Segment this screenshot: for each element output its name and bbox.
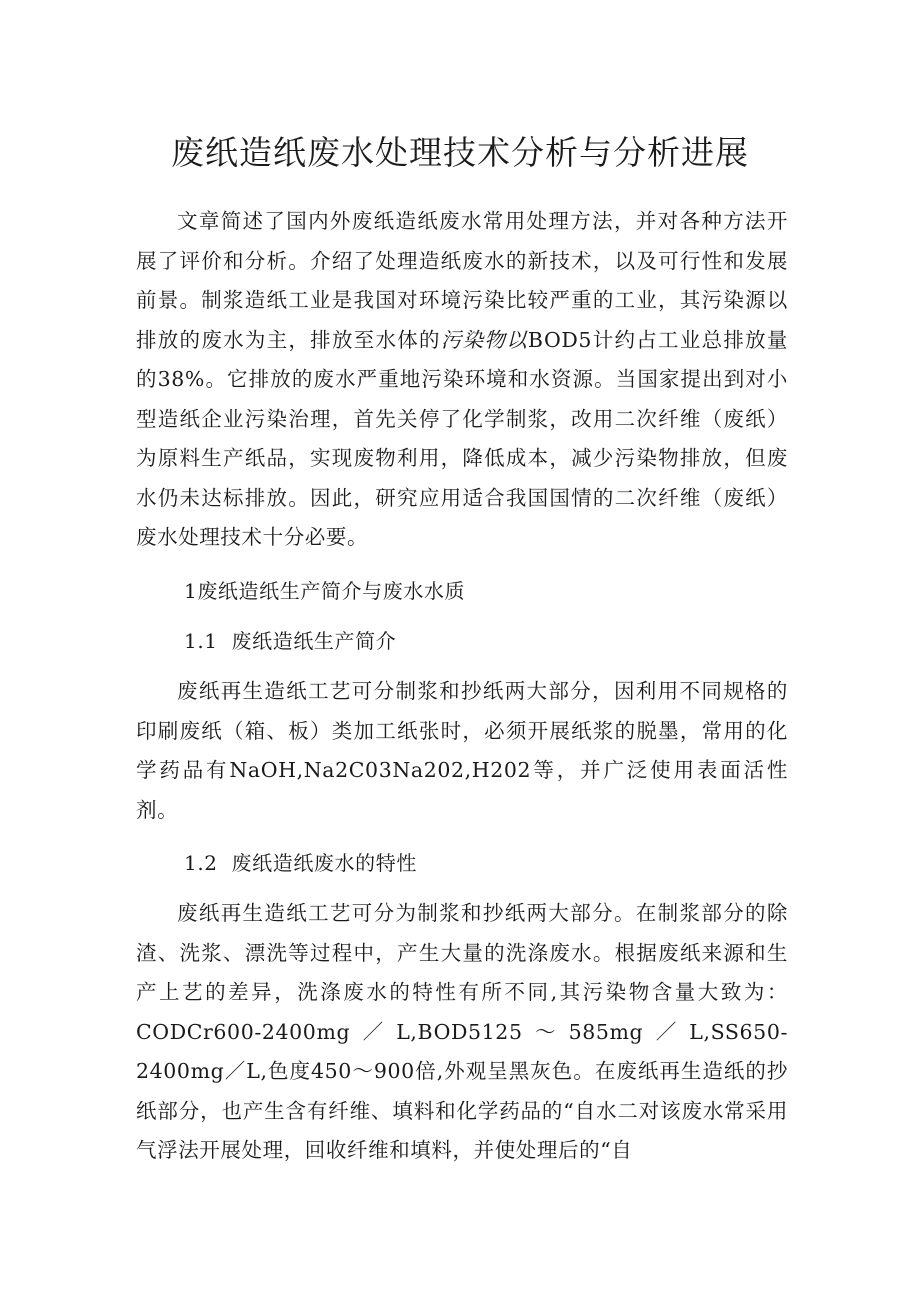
intro-paragraph [136, 202, 788, 558]
section-1-2-paragraph: 废纸再生造纸工艺可分为制浆和抄纸两大部分。在制浆部分的除渣、洗浆、漂洗等过程中，产生大量的洗涤废水。根据废纸来源和生产上艺的差异，洗涤废水的特性有所不同,其污染物含量大致为：CODCr600-2400mg／L,BOD5125～585mg／L,SS650-2400mg／L,色度450～900倍,外观呈黑灰色。在废纸再生造纸的抄纸部分，也产生含有纤维、填料和化学药品的“自水二对该废水常采用气浮法开展处理，回收纤维和填料，并使处理后的“自 [136, 901, 788, 1162]
section-1-1-heading: 1.1 废纸造纸生产简介 [184, 629, 397, 653]
document-title: 废纸造纸废水处理技术分析与分析进展 [171, 133, 749, 172]
section-1-1-paragraph: 废纸再生造纸工艺可分制浆和抄纸两大部分，因利用不同规格的印刷废纸（箱、板）类加工纸张时，必须开展纸浆的脱墨，常用的化学药品有NaOH,Na2C03Na202,H202等，并广泛使用表面活性剂。 [136, 679, 788, 822]
section-1-2-heading: 1.2 废纸造纸废水的特性 [184, 851, 417, 875]
intro-text-part2: BOD5计约占工业总排放量的38%。它排放的废水严重地污染环境和水资源。当国家提出到对小型造纸企业污染治理，首先关停了化学制浆，改用二次纤维（废纸）为原料生产纸品，实现废物利用，降低成本，减少污染物排放，但废水仍未达标排放。因此，研究应用适合我国国情的二次纤维（废纸）废水处理技术十分必要。 [136, 327, 789, 549]
section-1-heading: 1废纸造纸生产简介与废水水质 [184, 579, 466, 603]
intro-text-part1: 文章简述了国内外废纸造纸废水常用处理方法，并对各种方法开展了评价和分析。介绍了处理造纸废水的新技术，以及可行性和发展前景。制浆造纸工业是我国对环境污染比较严重的工业，其污染源以排放的废水为主，排放至水体的 [136, 209, 788, 352]
intro-text-italic: 污染物以 [440, 327, 528, 352]
